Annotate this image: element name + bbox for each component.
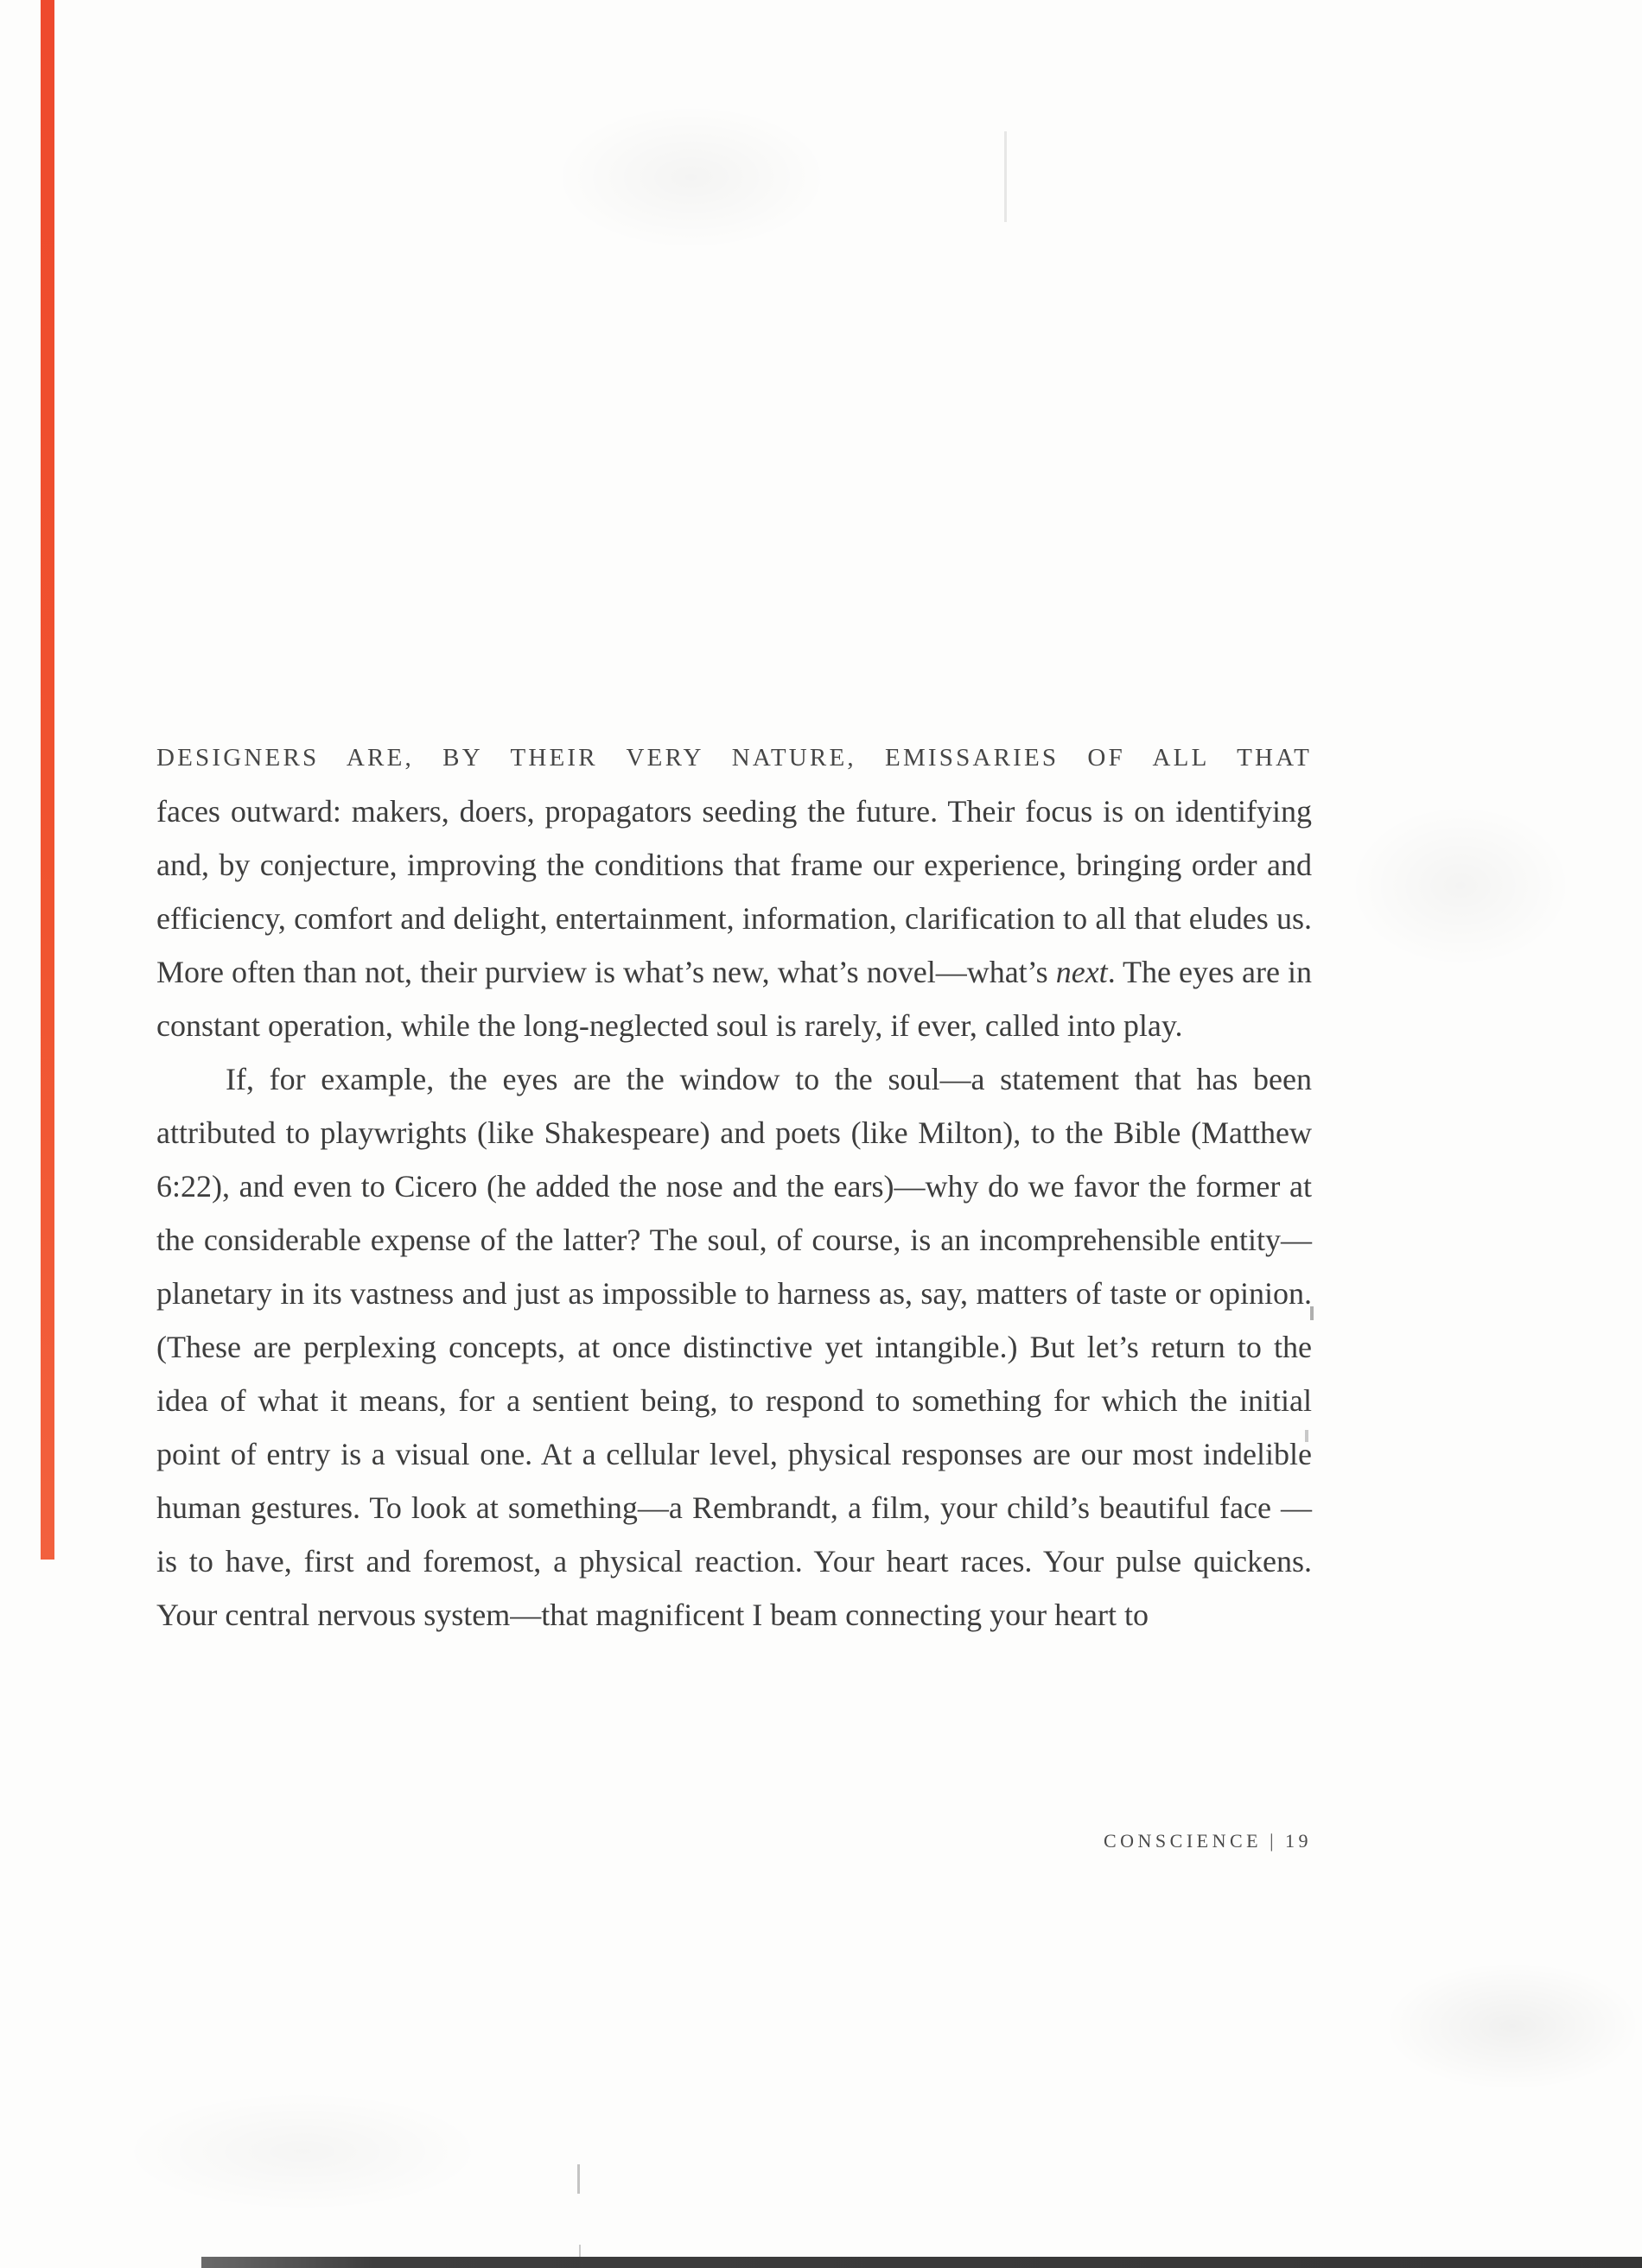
scan-artifact [1004,131,1007,222]
running-title: CONSCIENCE [1103,1830,1263,1852]
paragraph-1-text: faces outward: makers, doers, propagators seeding the future. Their focus is on identifying and, by conjecture, improving the conditions that frame our experience, bringing order and efficiency, comfort and delight, entertainment, information, clarification to all that eludes us. More often than not, their purview is what’s new, what’s novel—what’s [156,794,1312,989]
footer-separator: | [1270,1830,1277,1852]
scan-smudge [1383,1961,1642,2091]
scan-smudge [1348,804,1573,968]
scan-edge-stripe [41,0,54,1560]
scan-artifact [579,2245,581,2257]
page-number: 19 [1285,1830,1312,1852]
paragraph-1-text-continued: . The eyes are in constant operation, while the long-neglected soul is rarely, if ever, called into play. [156,955,1313,1043]
running-footer [156,1830,1312,1852]
lead-caps-line: DESIGNERS ARE, BY THEIR VERY NATURE, EMISSARIES OF ALL THAT [156,744,1312,772]
italic-word: next [1055,955,1108,989]
scan-bottom-bar [201,2257,1642,2268]
scan-smudge [121,2091,484,2212]
text-block [156,731,1312,1642]
paragraph-2: If, for example, the eyes are the window to the soul—a statement that has been attributed to playwrights (like Shakespeare) and poets (like Milton), to the Bible (Matthew 6:22), and even to Cicero (he added the nose and the ears)—why do we favor the former at the considerable expense of the latter? The soul, of course, is an incomprehensible entity—planetary in its vastness and just as impossible to harness as, say, matters of taste or opinion. (These are perplexing concepts, at once distinctive yet intangible.) But let’s return to the idea of what it means, for a sentient being, to respond to something for which the initial point of entry is a visual one. At a cellular level, physical responses are our most indelible human gestures. To look at something—a Rembrandt, a film, your child’s beautiful face — is to have, first and foremost, a physical reaction. Your heart races. Your pulse quickens. Your central nervous system—that magnificent I beam connecting your heart to [156,1062,1312,1632]
paragraph-1 [156,785,1312,1052]
scan-smudge [553,104,830,251]
scan-artifact [577,2164,580,2194]
